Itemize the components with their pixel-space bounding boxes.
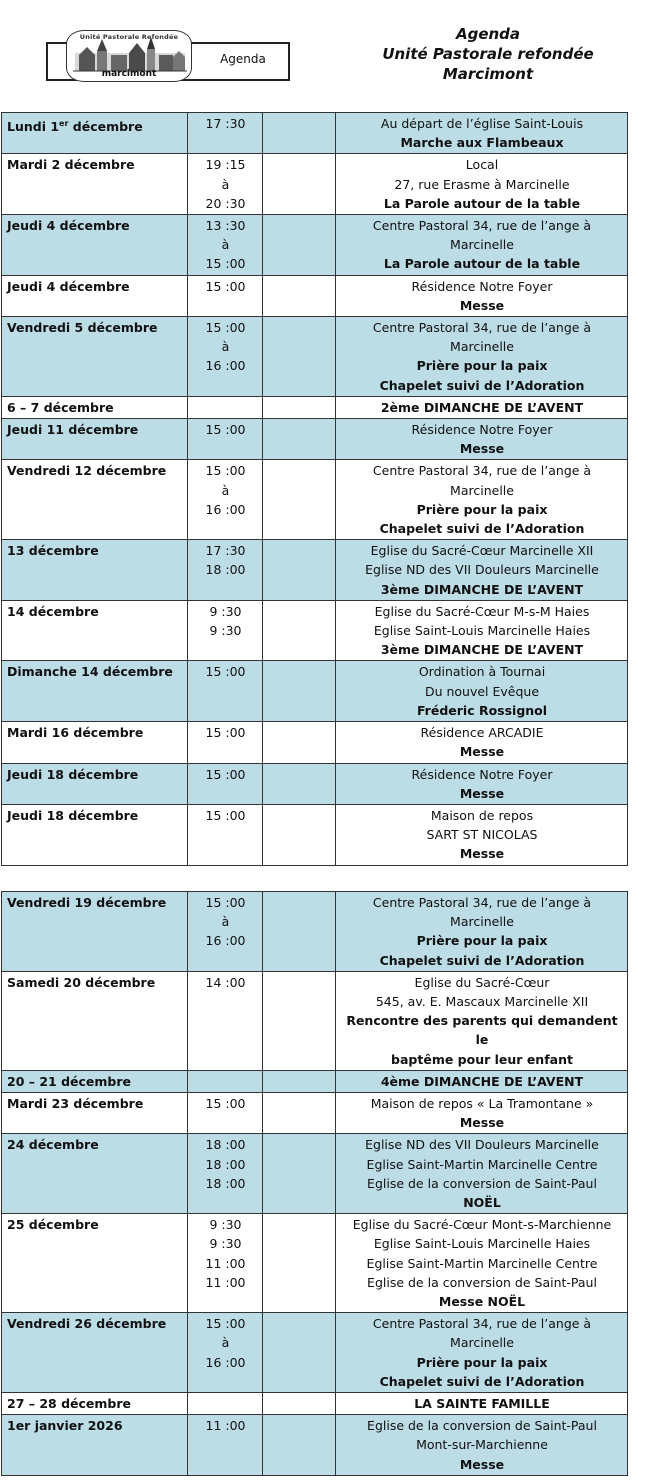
- event-description: [336, 1393, 628, 1415]
- description-line: baptême pour leur enfant: [391, 1051, 573, 1067]
- empty-cell: [263, 804, 336, 865]
- event-time: 15 :00: [205, 1316, 246, 1332]
- description-line: Mont-sur-Marchienne: [416, 1437, 548, 1453]
- empty-cell: [263, 1134, 336, 1214]
- page-title: [372, 24, 604, 84]
- event-times: [188, 1313, 263, 1393]
- date-superscript: er: [59, 119, 69, 128]
- description-line: Eglise de la conversion de Saint-Paul: [367, 1418, 597, 1434]
- table-row: [2, 317, 628, 397]
- description-line: Messe: [459, 297, 505, 313]
- event-description: [336, 1313, 628, 1393]
- description-line: Messe: [459, 441, 505, 457]
- event-time: 15 :00: [205, 278, 246, 294]
- table-row: [2, 113, 628, 154]
- table-row: [2, 419, 628, 460]
- description-line: Eglise du Sacré-Cœur Marcinelle XII: [370, 543, 594, 559]
- description-line: Eglise du Sacré-Cœur M-s-M Haies: [374, 603, 590, 619]
- description-line: Centre Pastoral 34, rue de l’ange à: [372, 218, 592, 234]
- table-row: [2, 154, 628, 215]
- description-line: Résidence Notre Foyer: [411, 278, 553, 294]
- event-time: 17 :30: [205, 116, 246, 131]
- event-time: 15 :00: [205, 895, 246, 910]
- logo-box: [46, 33, 290, 81]
- event-date: Dimanche 14 décembre: [2, 661, 188, 722]
- event-time: 20 :30: [205, 195, 246, 211]
- event-times: [188, 892, 263, 972]
- event-description: [336, 113, 628, 154]
- description-line: Ordination à Tournai: [418, 664, 546, 680]
- event-times: [188, 1415, 263, 1476]
- event-description: [336, 1214, 628, 1313]
- description-line: Eglise de la conversion de Saint-Paul: [367, 1175, 597, 1191]
- title-line: Unité Pastorale refondée: [382, 45, 594, 63]
- event-time: à: [221, 1335, 230, 1351]
- description-line: SART ST NICOLAS: [426, 827, 538, 843]
- event-time: 9 :30: [209, 1236, 242, 1252]
- event-date: Vendredi 12 décembre: [2, 460, 188, 540]
- parish-logo: [66, 30, 192, 82]
- description-line: NOËL: [463, 1195, 501, 1211]
- event-time: 15 :00: [205, 807, 246, 823]
- event-time: 15 :00: [205, 463, 246, 479]
- event-times: [188, 1393, 263, 1415]
- event-time: à: [221, 339, 230, 355]
- description-line: Local: [465, 157, 499, 173]
- description-line: Eglise Saint-Martin Marcinelle Centre: [366, 1156, 598, 1172]
- description-line: Chapelet suivi de l’Adoration: [379, 952, 585, 968]
- description-line: 545, av. E. Mascaux Marcinelle XII: [375, 994, 589, 1010]
- event-times: [188, 540, 263, 601]
- event-times: [188, 1070, 263, 1092]
- agenda-table-1: [1, 112, 628, 866]
- empty-cell: [263, 763, 336, 804]
- description-line: Chapelet suivi de l’Adoration: [379, 1373, 585, 1389]
- event-time: 11 :00: [205, 1274, 246, 1290]
- event-date: Mardi 2 décembre: [2, 154, 188, 215]
- description-line: Maison de repos: [430, 807, 534, 823]
- description-line: Résidence Notre Foyer: [411, 766, 553, 782]
- event-description: [336, 892, 628, 972]
- event-times: [188, 722, 263, 763]
- description-line: Prière pour la paix: [416, 358, 548, 374]
- event-time: 15 :00: [205, 320, 246, 336]
- event-description: [336, 215, 628, 276]
- description-line: Messe NOËL: [438, 1294, 526, 1310]
- table-row: [2, 763, 628, 804]
- event-date: 24 décembre: [2, 1134, 188, 1214]
- event-time: 15 :00: [205, 766, 246, 782]
- description-line: Messe: [459, 785, 505, 801]
- description-line: Résidence Notre Foyer: [411, 422, 553, 438]
- event-time: 17 :30: [205, 543, 246, 559]
- empty-cell: [263, 540, 336, 601]
- event-description: [336, 1070, 628, 1092]
- empty-cell: [263, 1415, 336, 1476]
- event-times: [188, 275, 263, 316]
- description-line: Prière pour la paix: [416, 501, 548, 517]
- event-date: Mardi 16 décembre: [2, 722, 188, 763]
- event-date: 25 décembre: [2, 1214, 188, 1313]
- table-row: [2, 971, 628, 1070]
- event-time: 18 :00: [205, 1156, 246, 1172]
- event-description: [336, 396, 628, 418]
- event-time: 11 :00: [205, 1418, 246, 1434]
- event-description: [336, 1134, 628, 1214]
- description-line: Centre Pastoral 34, rue de l’ange à: [372, 463, 592, 479]
- description-line: Eglise ND des VII Douleurs Marcinelle: [365, 1137, 599, 1153]
- empty-cell: [263, 396, 336, 418]
- description-line: Prière pour la paix: [416, 933, 548, 949]
- event-times: [188, 804, 263, 865]
- empty-cell: [263, 275, 336, 316]
- description-line: 3ème DIMANCHE DE L’AVENT: [380, 581, 584, 597]
- event-date: 20 – 21 décembre: [2, 1070, 188, 1092]
- event-description: [336, 419, 628, 460]
- event-time: à: [221, 176, 230, 192]
- event-time: 18 :00: [205, 1175, 246, 1191]
- event-description: [336, 154, 628, 215]
- event-date: Jeudi 18 décembre: [2, 763, 188, 804]
- event-time: 15 :00: [205, 256, 246, 272]
- event-description: [336, 1093, 628, 1134]
- table-row: [2, 1070, 628, 1092]
- event-description: [336, 460, 628, 540]
- table-row: [2, 215, 628, 276]
- event-date: Vendredi 19 décembre: [2, 892, 188, 972]
- description-line: Messe: [459, 1115, 505, 1131]
- description-line: 3ème DIMANCHE DE L’AVENT: [380, 642, 584, 658]
- event-times: [188, 113, 263, 154]
- table-row: [2, 600, 628, 661]
- table-row: [2, 1134, 628, 1214]
- table-row: [2, 1313, 628, 1393]
- table-row: [2, 1214, 628, 1313]
- event-description: [336, 763, 628, 804]
- empty-cell: [263, 154, 336, 215]
- description-line: Rencontre des parents qui demandent le: [346, 1013, 618, 1048]
- description-line: Messe: [459, 1456, 505, 1472]
- event-time: 15 :00: [205, 1096, 246, 1112]
- event-time: 16 :00: [205, 358, 246, 374]
- event-date: 1er janvier 2026: [2, 1415, 188, 1476]
- event-time: à: [221, 482, 230, 498]
- empty-cell: [263, 1313, 336, 1393]
- description-line: Eglise Saint-Louis Marcinelle Haies: [373, 623, 591, 639]
- empty-cell: [263, 460, 336, 540]
- event-time: à: [221, 914, 230, 930]
- table-row: [2, 1393, 628, 1415]
- event-date: Jeudi 18 décembre: [2, 804, 188, 865]
- table-row: [2, 396, 628, 418]
- logo-top-text: Unité Pastorale Refondée: [79, 33, 179, 41]
- description-line: Messe: [459, 846, 505, 862]
- table-row: [2, 722, 628, 763]
- description-line: Messe: [459, 744, 505, 760]
- table-row: [2, 661, 628, 722]
- description-line: Fréderic Rossignol: [416, 702, 548, 718]
- description-line: Au départ de l’église Saint-Louis: [380, 116, 584, 131]
- event-date: Jeudi 4 décembre: [2, 215, 188, 276]
- event-description: [336, 317, 628, 397]
- empty-cell: [263, 113, 336, 154]
- event-time: 13 :30: [205, 218, 246, 234]
- event-date: 14 décembre: [2, 600, 188, 661]
- description-line: Prière pour la paix: [416, 1354, 548, 1370]
- event-time: 18 :00: [205, 562, 246, 578]
- title-line: Agenda: [455, 25, 521, 43]
- event-date: Lundi 1er décembre: [2, 113, 188, 154]
- description-line: Eglise Saint-Martin Marcinelle Centre: [366, 1255, 598, 1271]
- empty-cell: [263, 419, 336, 460]
- event-time: 18 :00: [205, 1137, 246, 1153]
- event-time: à: [221, 237, 230, 253]
- description-line: LA SAINTE FAMILLE: [414, 1396, 550, 1412]
- table-row: [2, 540, 628, 601]
- empty-cell: [263, 1093, 336, 1134]
- event-time: 11 :00: [205, 1255, 246, 1271]
- table-row: [2, 460, 628, 540]
- description-line: Résidence ARCADIE: [420, 725, 544, 741]
- event-time: 15 :00: [205, 725, 246, 741]
- event-times: [188, 317, 263, 397]
- description-line: Marche aux Flambeaux: [400, 135, 564, 151]
- event-description: [336, 540, 628, 601]
- event-time: 15 :00: [205, 664, 246, 680]
- table-row: [2, 804, 628, 865]
- empty-cell: [263, 1214, 336, 1313]
- event-time: 9 :30: [209, 623, 242, 639]
- empty-cell: [263, 722, 336, 763]
- event-times: [188, 460, 263, 540]
- event-times: [188, 1214, 263, 1313]
- description-line: La Parole autour de la table: [383, 256, 581, 272]
- event-date: Mardi 23 décembre: [2, 1093, 188, 1134]
- table-row: [2, 1093, 628, 1134]
- description-line: Marcinelle: [450, 339, 514, 355]
- empty-cell: [263, 215, 336, 276]
- description-line: Centre Pastoral 34, rue de l’ange à: [372, 1316, 592, 1332]
- table-row: [2, 1415, 628, 1476]
- description-line: Chapelet suivi de l’Adoration: [379, 377, 585, 393]
- event-times: [188, 215, 263, 276]
- empty-cell: [263, 1070, 336, 1092]
- event-date: 13 décembre: [2, 540, 188, 601]
- description-line: Marcinelle: [450, 914, 514, 930]
- description-line: Du nouvel Evêque: [424, 683, 540, 699]
- empty-cell: [263, 892, 336, 972]
- description-line: Chapelet suivi de l’Adoration: [379, 521, 585, 537]
- description-line: 2ème DIMANCHE DE L’AVENT: [380, 399, 584, 415]
- description-line: 27, rue Erasme à Marcinelle: [394, 176, 570, 192]
- event-time: 19 :15: [205, 157, 246, 173]
- description-line: Marcinelle: [450, 1335, 514, 1351]
- description-line: Maison de repos « La Tramontane »: [370, 1096, 594, 1112]
- description-line: La Parole autour de la table: [383, 195, 581, 211]
- empty-cell: [263, 317, 336, 397]
- description-line: Centre Pastoral 34, rue de l’ange à: [372, 895, 592, 910]
- event-time: 16 :00: [205, 1354, 246, 1370]
- event-date: 27 – 28 décembre: [2, 1393, 188, 1415]
- agenda-table-2: [1, 891, 628, 1476]
- description-line: Marcinelle: [450, 482, 514, 498]
- description-line: Eglise Saint-Louis Marcinelle Haies: [373, 1236, 591, 1252]
- table-row: [2, 892, 628, 972]
- title-line: Marcimont: [442, 65, 534, 83]
- event-date: 6 – 7 décembre: [2, 396, 188, 418]
- event-time: 14 :00: [205, 974, 246, 990]
- description-line: Centre Pastoral 34, rue de l’ange à: [372, 320, 592, 336]
- event-times: [188, 661, 263, 722]
- event-times: [188, 154, 263, 215]
- empty-cell: [263, 600, 336, 661]
- description-line: Marcinelle: [450, 237, 514, 253]
- event-description: [336, 600, 628, 661]
- event-times: [188, 419, 263, 460]
- description-line: 4ème DIMANCHE DE L’AVENT: [380, 1073, 584, 1089]
- event-times: [188, 763, 263, 804]
- empty-cell: [263, 1393, 336, 1415]
- description-line: Eglise ND des VII Douleurs Marcinelle: [365, 562, 599, 578]
- event-date: Jeudi 4 décembre: [2, 275, 188, 316]
- event-time: 16 :00: [205, 501, 246, 517]
- event-times: [188, 600, 263, 661]
- description-line: Eglise du Sacré-Cœur Mont-s-Marchienne: [352, 1217, 612, 1233]
- event-time: 9 :30: [209, 603, 242, 619]
- event-description: [336, 1415, 628, 1476]
- empty-cell: [263, 661, 336, 722]
- event-times: [188, 396, 263, 418]
- event-description: [336, 971, 628, 1070]
- logo-bottom-text: marcimont: [101, 69, 157, 79]
- event-time: 16 :00: [205, 933, 246, 949]
- event-description: [336, 722, 628, 763]
- event-date: Vendredi 5 décembre: [2, 317, 188, 397]
- event-date: Samedi 20 décembre: [2, 971, 188, 1070]
- logo-label: Agenda: [220, 52, 266, 66]
- description-line: Eglise de la conversion de Saint-Paul: [367, 1274, 597, 1290]
- event-description: [336, 661, 628, 722]
- description-line: Eglise du Sacré-Cœur: [414, 974, 550, 990]
- event-times: [188, 1093, 263, 1134]
- event-description: [336, 804, 628, 865]
- table-row: [2, 275, 628, 316]
- event-time: 15 :00: [205, 422, 246, 438]
- event-date: Jeudi 11 décembre: [2, 419, 188, 460]
- header: [0, 0, 650, 112]
- event-description: [336, 275, 628, 316]
- empty-cell: [263, 971, 336, 1070]
- event-time: 9 :30: [209, 1217, 242, 1233]
- event-times: [188, 1134, 263, 1214]
- event-times: [188, 971, 263, 1070]
- event-date: Vendredi 26 décembre: [2, 1313, 188, 1393]
